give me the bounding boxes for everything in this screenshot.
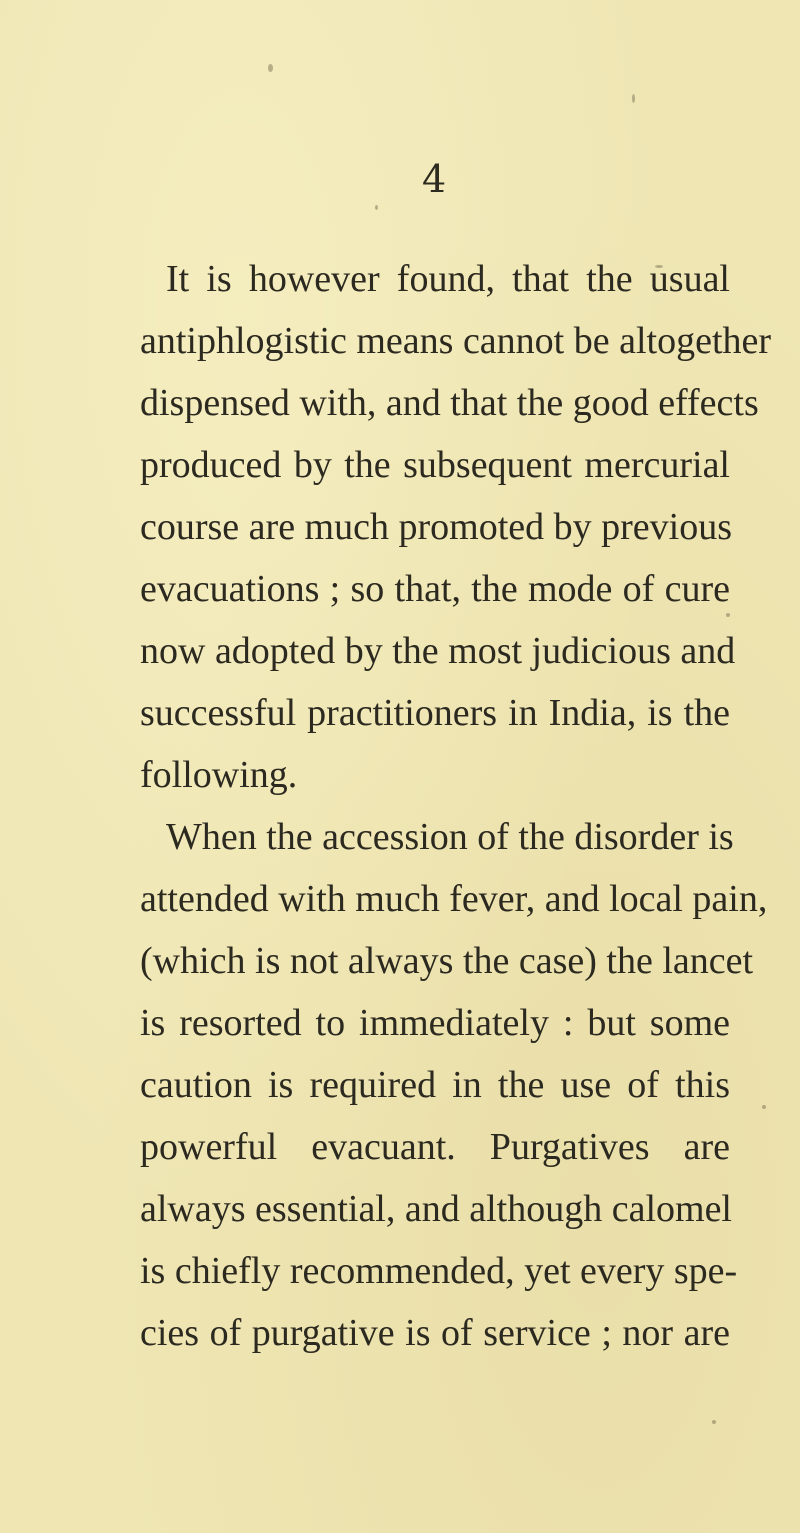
text-line: When the accession of the disorder is xyxy=(166,816,734,858)
ink-speck xyxy=(712,1420,716,1424)
text-line: following. xyxy=(140,754,298,796)
text-line: always essential, and although calomel xyxy=(140,1188,732,1230)
page-number: 4 xyxy=(422,157,447,201)
body-text xyxy=(140,248,772,1364)
text-line: attended with much fever, and local pain, xyxy=(140,878,768,920)
text-line: caution is required in the use of this xyxy=(140,1064,730,1106)
ink-speck xyxy=(632,94,635,103)
text-line: It is however found, that the usual xyxy=(166,258,730,300)
text-line: (which is not always the case) the lancet xyxy=(140,940,754,982)
text-line: powerful evacuant. Purgatives are xyxy=(140,1126,730,1168)
ink-speck xyxy=(375,205,378,210)
text-line: now adopted by the most judicious and xyxy=(140,630,736,672)
text-line: successful practitioners in India, is the xyxy=(140,692,730,734)
text-line: dispensed with, and that the good effects xyxy=(140,382,759,424)
text-line: cies of purgative is of service ; nor are xyxy=(140,1312,730,1354)
text-line: antiphlogistic means cannot be altogether xyxy=(140,320,772,362)
text-line: course are much promoted by previous xyxy=(140,506,732,548)
ink-speck xyxy=(268,64,273,72)
ink-speck xyxy=(762,1105,766,1109)
text-line: evacuations ; so that, the mode of cure xyxy=(140,568,730,610)
text-line: produced by the subsequent mercurial xyxy=(140,444,730,486)
text-line: is resorted to immediately : but some xyxy=(140,1002,730,1044)
text-line: is chiefly recommended, yet every spe- xyxy=(140,1250,738,1292)
